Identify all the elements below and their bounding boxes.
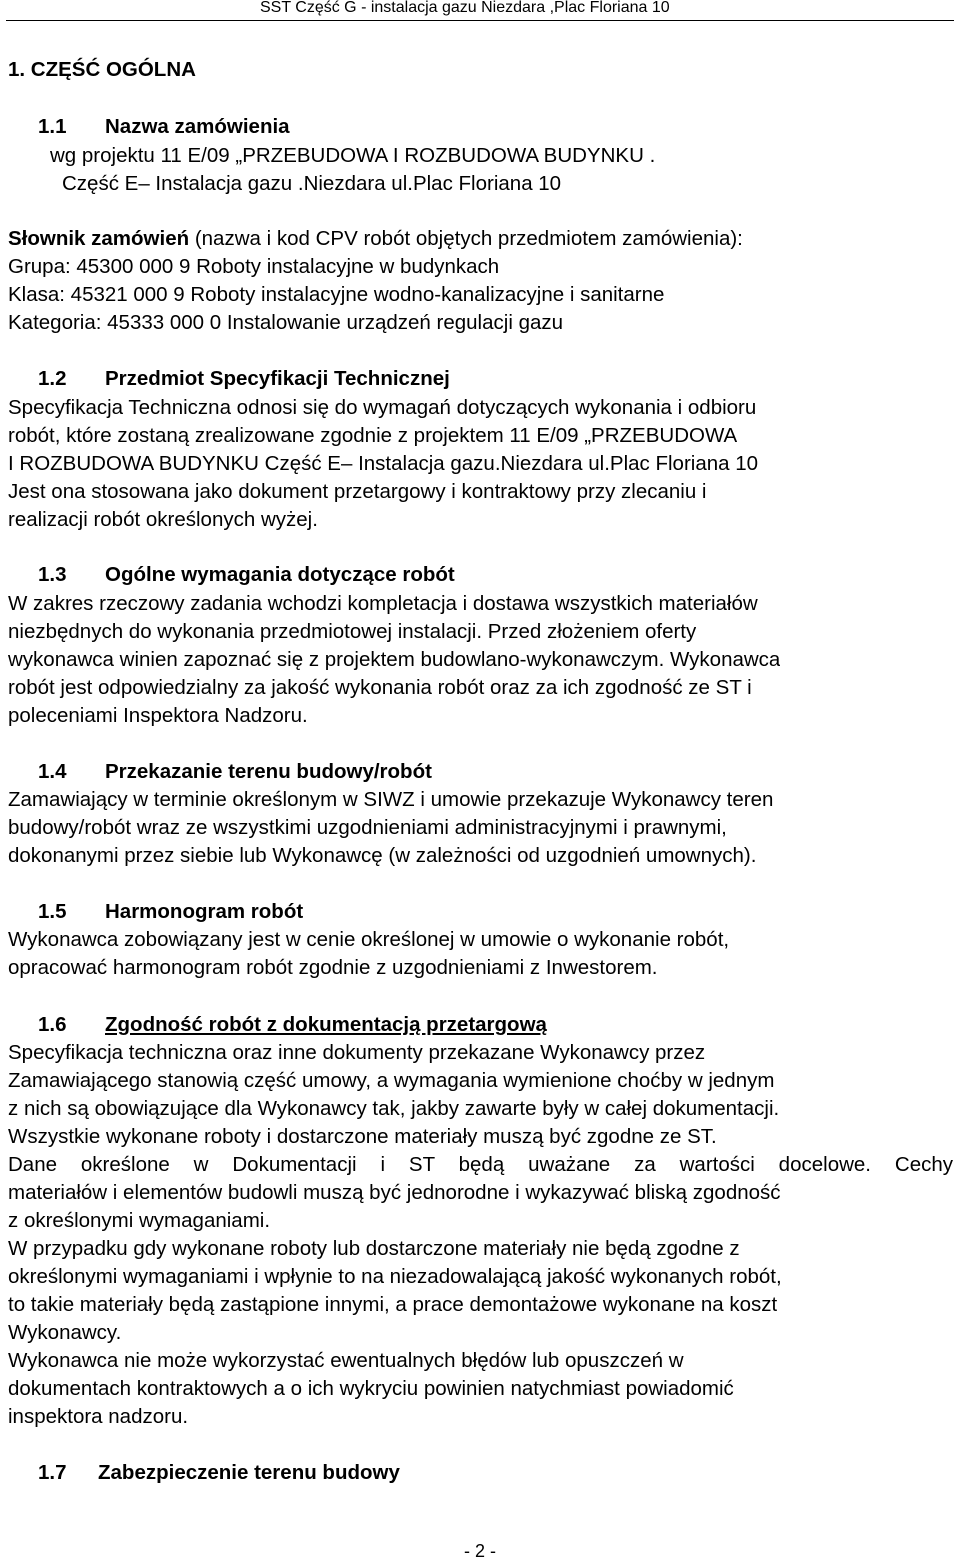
cpv-group-line: Grupa: 45300 000 9 Roboty instalacyjne w budynkach: [8, 255, 500, 278]
paragraph-line: robót jest odpowiedzialny za jakość wykonania robót oraz za ich zgodność ze ST i: [8, 676, 752, 699]
paragraph-line: poleceniami Inspektora Nadzoru.: [8, 704, 308, 727]
paragraph-line: budowy/robót wraz ze wszystkimi uzgodnieniami administracyjnymi i prawnymi,: [8, 816, 727, 839]
paragraph-line: materiałów i elementów budowli muszą być jednorodne i wykazywać bliską zgodność: [8, 1181, 781, 1204]
paragraph-line: robót, które zostaną zrealizowane zgodnie z projektem 11 E/09 „PRZEBUDOWA: [8, 424, 738, 447]
section-title-1-6: Zgodność robót z dokumentacją przetargową: [105, 1013, 547, 1036]
paragraph-line: Zamawiający w terminie określonym w SIWZ i umowie przekazuje Wykonawcy teren: [8, 788, 774, 811]
paragraph-line: wykonawca winien zapoznać się z projektem budowlano-wykonawczym. Wykonawca: [8, 648, 781, 671]
paragraph-line: Specyfikacja techniczna oraz inne dokumenty przekazane Wykonawcy przez: [8, 1041, 706, 1064]
cpv-class-line: Klasa: 45321 000 9 Roboty instalacyjne wodno-kanalizacyjne i sanitarne: [8, 283, 665, 306]
paragraph-line: to takie materiały będą zastąpione innymi, a prace demontażowe wykonane na koszt: [8, 1293, 778, 1316]
section-number-1-4: 1.4: [38, 760, 67, 783]
paragraph-line: określonymi wymaganiami i wpłynie to na niezadowalającą jakość wykonanych robót,: [8, 1265, 782, 1288]
paragraph-line: inspektora nadzoru.: [8, 1405, 189, 1428]
paragraph-line: Jest ona stosowana jako dokument przetargowy i kontraktowy przy zlecaniu i: [8, 480, 707, 503]
paragraph-line: z określonymi wymaganiami.: [8, 1209, 271, 1232]
part-title: 1. CZĘŚĆ OGÓLNA: [8, 58, 196, 81]
section-number-1-3: 1.3: [38, 563, 67, 586]
section-title-1-2: Przedmiot Specyfikacji Technicznej: [105, 367, 450, 390]
section-number-1-7: 1.7: [38, 1461, 67, 1484]
cpv-line-1-rest: (nazwa i kod CPV robót objętych przedmiotem zamówienia):: [189, 227, 743, 250]
section-title-1-5: Harmonogram robót: [105, 900, 304, 923]
paragraph-line: z nich są obowiązujące dla Wykonawcy tak, jakby zawarte były w całej dokumentacji.: [8, 1097, 780, 1120]
paragraph-line: Wykonawca nie może wykorzystać ewentualnych błędów lub opuszczeń w: [8, 1349, 684, 1372]
paragraph-line: Wykonawca zobowiązany jest w cenie określonej w umowie o wykonanie robót,: [8, 928, 730, 951]
running-header: SST Część G - instalacja gazu Niezdara ,Plac Floriana 10: [260, 0, 670, 16]
section-number-1-5: 1.5: [38, 900, 67, 923]
section-number-1-2: 1.2: [38, 367, 67, 390]
order-name-line-1: wg projektu 11 E/09 „PRZEBUDOWA I ROZBUDOWA BUDYNKU .: [50, 144, 656, 167]
page-number: - 2 -: [463, 1541, 496, 1561]
section-title-1-1: Nazwa zamówienia: [105, 115, 290, 138]
paragraph-line: opracować harmonogram robót zgodnie z uzgodnieniami z Inwestorem.: [8, 956, 658, 979]
header-rule: [6, 20, 954, 21]
paragraph-line: Wykonawcy.: [8, 1321, 122, 1344]
section-title-1-3: Ogólne wymagania dotyczące robót: [105, 563, 455, 586]
paragraph-line: Dane określone w Dokumentacji i ST będą uważane za wartości docelowe. Cechy: [8, 1153, 953, 1176]
paragraph-line: realizacji robót określonych wyżej.: [8, 508, 318, 531]
paragraph-line: dokumentach kontraktowych a o ich wykryciu powinien natychmiast powiadomić: [8, 1377, 734, 1400]
order-name-line-2: Część E– Instalacja gazu .Niezdara ul.Plac Floriana 10: [62, 172, 562, 195]
section-number-1-6: 1.6: [38, 1013, 67, 1036]
cpv-category-line: Kategoria: 45333 000 0 Instalowanie urządzeń regulacji gazu: [8, 311, 564, 334]
section-number-1-1: 1.1: [38, 115, 67, 138]
section-title-1-4: Przekazanie terenu budowy/robót: [105, 760, 432, 783]
section-title-1-7: Zabezpieczenie terenu budowy: [98, 1461, 400, 1484]
paragraph-line: Wszystkie wykonane roboty i dostarczone materiały muszą być zgodne ze ST.: [8, 1125, 717, 1148]
paragraph-line: Specyfikacja Techniczna odnosi się do wymagań dotyczących wykonania i odbioru: [8, 396, 757, 419]
paragraph-line: I ROZBUDOWA BUDYNKU Część E– Instalacja gazu.Niezdara ul.Plac Floriana 10: [8, 452, 759, 475]
paragraph-line: Zamawiającego stanowią część umowy, a wymagania wymienione choćby w jednym: [8, 1069, 775, 1092]
cpv-line-1: Słownik zamówień (nazwa i kod CPV robót objętych przedmiotem zamówienia):: [8, 227, 743, 250]
paragraph-line: dokonanymi przez siebie lub Wykonawcę (w zależności od uzgodnień umownych).: [8, 844, 757, 867]
paragraph-line: W przypadku gdy wykonane roboty lub dostarczone materiały nie będą zgodne z: [8, 1237, 740, 1260]
paragraph-line: niezbędnych do wykonania przedmiotowej instalacji. Przed złożeniem oferty: [8, 620, 697, 643]
paragraph-line: W zakres rzeczowy zadania wchodzi kompletacja i dostawa wszystkich materiałów: [8, 592, 758, 615]
